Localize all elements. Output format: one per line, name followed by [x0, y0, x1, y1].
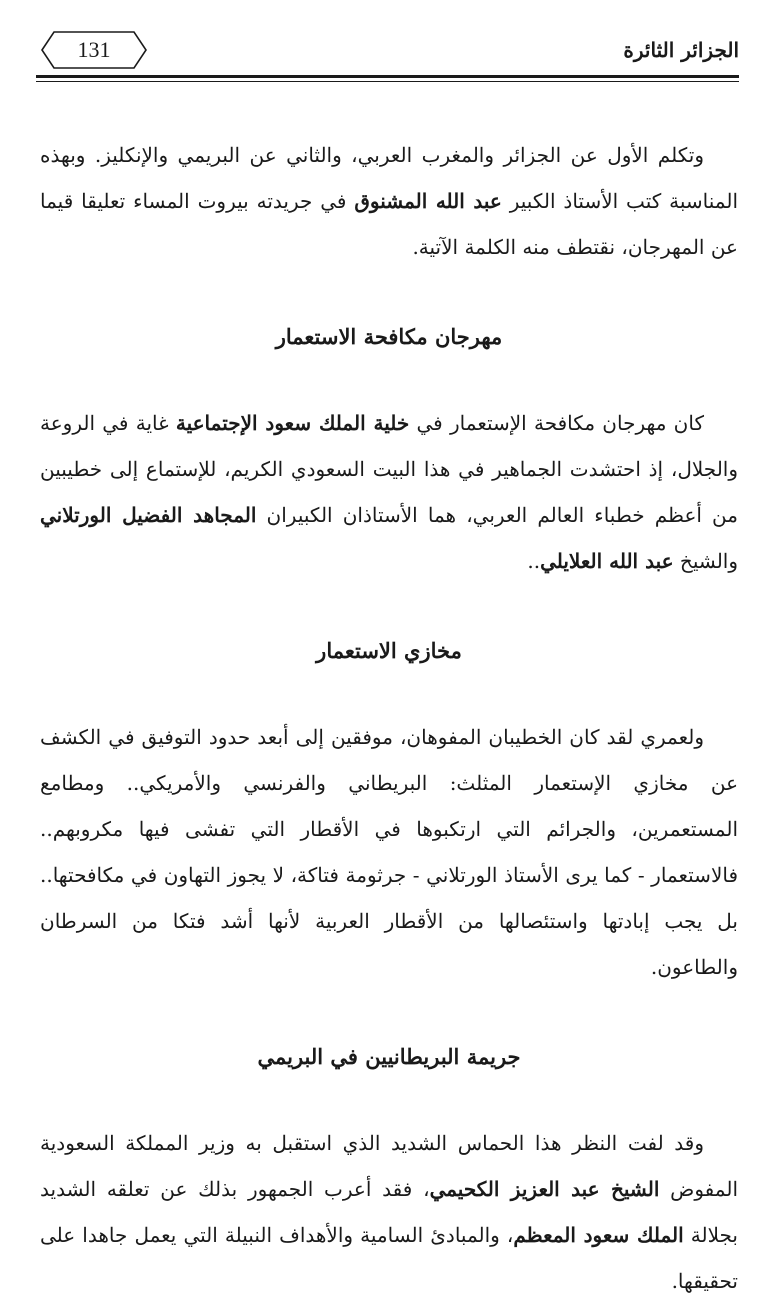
page-number-badge: [40, 30, 148, 70]
spacer: [40, 270, 738, 314]
section-heading-2: مخازي الاستعمار: [316, 638, 462, 663]
name-abdulaziz-al-kuhaymi: الشيخ عبد العزيز الكحيمي: [429, 1177, 660, 1201]
name-abdullah-al-alayli: عبد الله العلايلي: [540, 549, 674, 573]
name-fudayl-al-wartilani: المجاهد الفضيل الورتلاني: [40, 503, 257, 527]
paragraph-2-text-mid: غاية في الروعة والجلال، إذ احتشدت الجماهير في هذا البيت السعودي الكريم، للإستماع إلى خطيبين من أعظم خطباء العالم العربي، هما الأستاذان الكبيران: [40, 411, 738, 527]
paragraph-1-text: وتكلم الأول عن الجزائر والمغرب العربي، والثاني عن البريمي والإنكليز. وبهذه المناسبة كتب الأستاذ الكبير: [40, 143, 739, 213]
name-abdullah-al-mashnouq: عبد الله المشنوق: [354, 189, 502, 213]
paragraph-2: [40, 400, 738, 584]
spacer: [40, 674, 738, 714]
paragraph-1: [40, 132, 738, 270]
spacer: [40, 990, 738, 1034]
paragraph-3: ولعمري لقد كان الخطيبان المفوهان، موفقين إلى أبعد حدود التوفيق في الكشف عن مخازي الإستعمار المثلث: البريطاني والفرنسي والأمريكي.. ومطامع المستعمرين، والجرائم التي ارتكبوها في الأقطار التي تفشى فيها مكروبهم.. فالاستعمار - كما يرى الأستاذ الورتلاني - جرثومة فتاكة، لا يجوز التهاون في مكافحتها.. بل يجب إبادتها واستئصالها من الأقطار العربية لأنها أشد فتكا من السرطان والطاعون.: [40, 725, 739, 979]
page-number: 131: [77, 37, 111, 62]
paragraph-4: [40, 1120, 738, 1304]
page-header: [36, 24, 739, 84]
king-saud-social-cell: خلية الملك سعود الإجتماعية: [175, 411, 410, 435]
header-rule-thin: [36, 81, 739, 82]
spacer: [40, 584, 738, 628]
paragraph-4-text-end: ، والمبادئ السامية والأهداف النبيلة التي يعمل جاهدا على تحقيقها.: [40, 1223, 738, 1293]
section-heading-3: جريمة البريطانيين في البريمي: [257, 1044, 521, 1069]
paragraph-2-text: كان مهرجان مكافحة الإستعمار في: [409, 411, 704, 435]
paragraph-1-text-end: في جريدته بيروت المساء تعليقا قيما عن المهرجان، نقتطف منه الكلمة الآتية.: [40, 189, 738, 259]
header-rule-thick: [36, 75, 739, 78]
paragraph-2-ellipsis: ..: [527, 549, 541, 573]
running-title: الجزائر الثائرة: [623, 38, 739, 62]
paragraph-4-text: وقد لفت النظر هذا الحماس الشديد الذي استقبل به وزير المملكة السعودية المفوض: [40, 1131, 738, 1201]
section-heading-1: مهرجان مكافحة الاستعمار: [275, 324, 503, 349]
paragraph-2-text-sheikh: والشيخ: [673, 549, 738, 573]
name-king-saud: الملك سعود المعظم: [513, 1223, 684, 1247]
spacer: [40, 1080, 738, 1120]
page-body: [40, 132, 738, 1304]
spacer: [40, 360, 738, 400]
paragraph-4-text-mid: ، فقد أعرب الجمهور بذلك عن تعلقه الشديد بجلالة: [40, 1177, 738, 1247]
